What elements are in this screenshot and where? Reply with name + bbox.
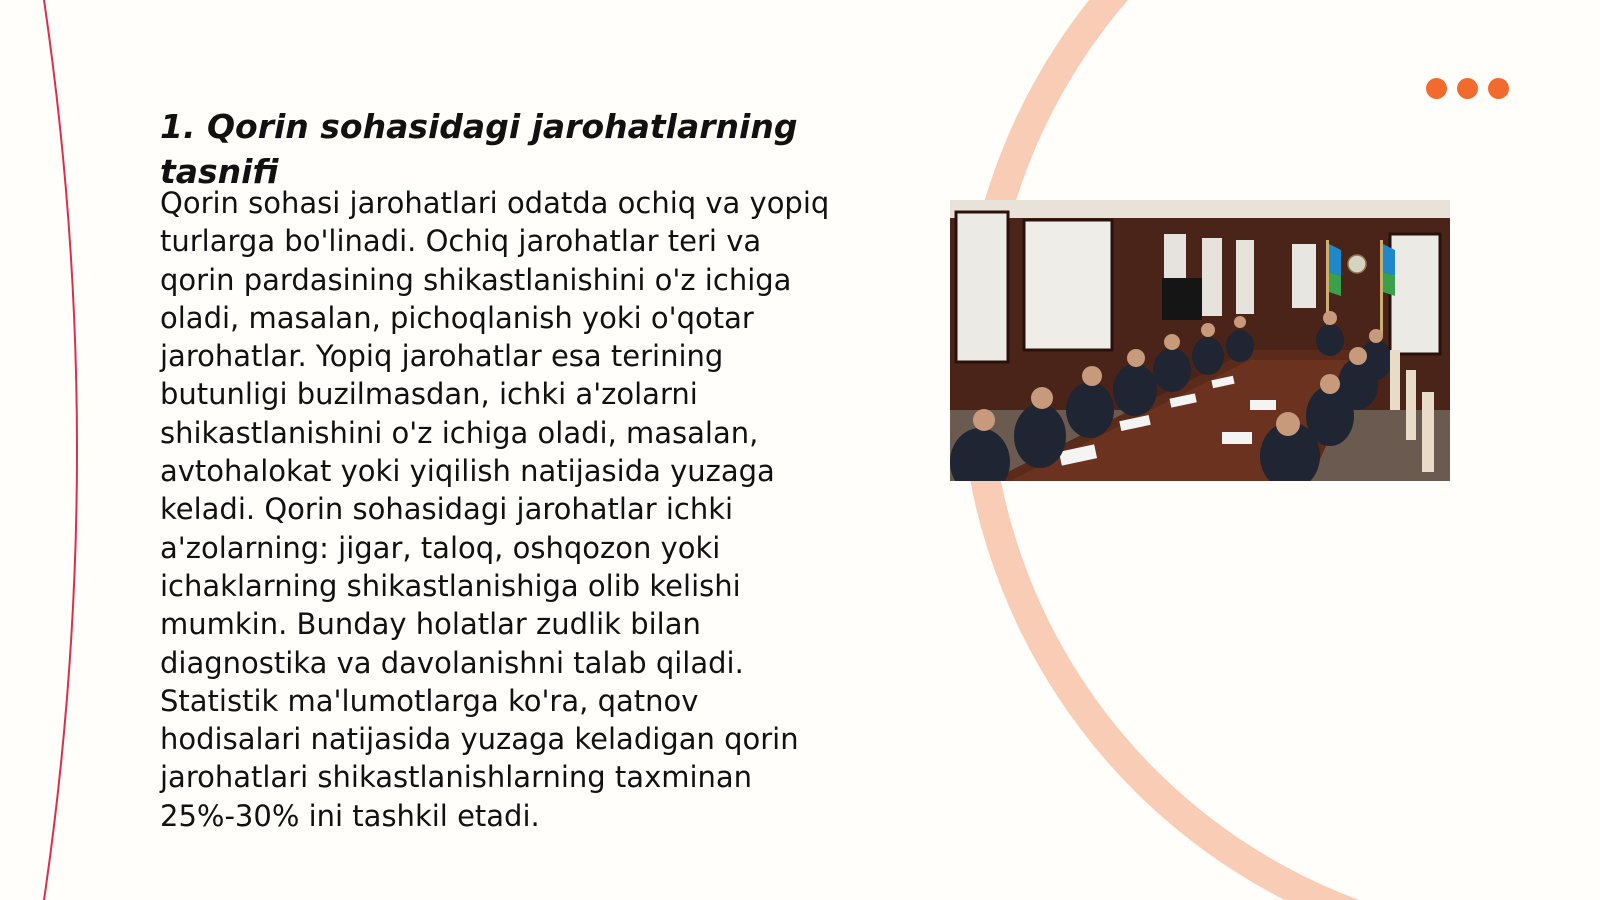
meeting-photo: [950, 200, 1450, 481]
dot-1: [1426, 78, 1447, 99]
dot-2: [1457, 78, 1478, 99]
dot-3: [1488, 78, 1509, 99]
slide-title: 1. Qorin sohasidagi jarohatlarning tasnifi: [160, 107, 798, 191]
more-dots-icon: [1426, 78, 1509, 99]
slide-body-text: Qorin sohasi jarohatlari odatda ochiq va yopiq turlarga bo'linadi. Ochiq jarohatlar teri va qorin pardasining shikastlanishini o'z ichiga oladi, masalan, pichoqlanish yoki o'qotar jarohatlar. Yopiq jarohatlar esa terining butunligi buzilmasdan, ichki a'zolarni shikastlanishini o'z ichiga oladi, masalan, avtohalokat yoki yiqilish natijasida yuzaga keladi. Qorin sohasidagi jarohatlar ichki a'zolarning: jigar, taloq, oshqozon yoki ichaklarning shikastlanishiga olib kelishi mumkin. Bunday holatlar zudlik bilan diagnostika va davolanishni talab qiladi. Statistik ma'lumotlarga ko'ra, qatnov hodisalari natijasida yuzaga keladigan qorin jarohatlari shikastlanishlarning taxminan 25%-30% ini tashkil etadi.: [160, 186, 830, 833]
left-accent-line: [44, 0, 77, 900]
